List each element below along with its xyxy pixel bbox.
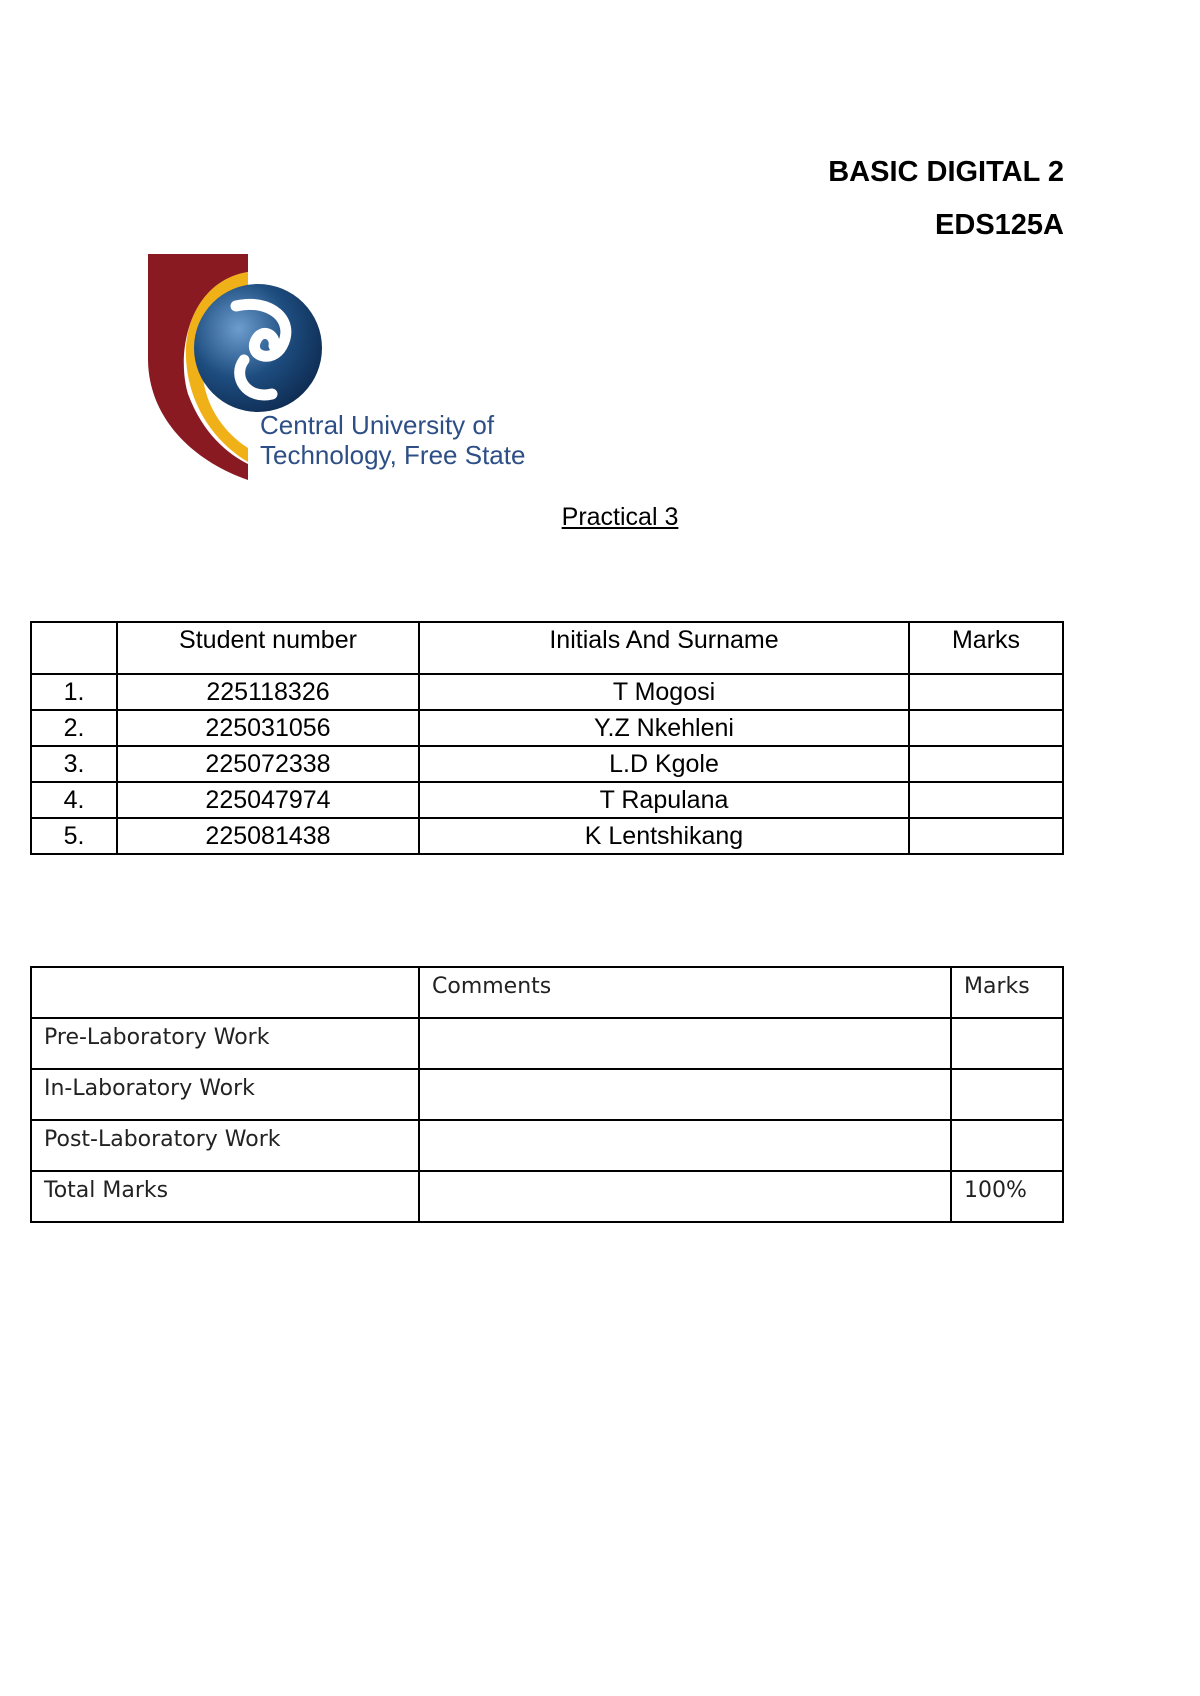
row-index: 5. <box>31 818 117 854</box>
student-marks <box>909 818 1063 854</box>
assessment-label: Post-Laboratory Work <box>31 1120 419 1171</box>
students-table-header <box>31 622 1063 674</box>
table-row <box>31 1018 1063 1069</box>
row-index: 2. <box>31 710 117 746</box>
assessment-comments <box>419 1120 951 1171</box>
student-marks <box>909 710 1063 746</box>
row-index: 1. <box>31 674 117 710</box>
table-row <box>31 1120 1063 1171</box>
document-header <box>828 146 1064 252</box>
student-number: 225047974 <box>117 782 419 818</box>
university-logo-graphic <box>148 254 528 480</box>
header-blank <box>31 967 419 1018</box>
header-student-number: Student number <box>117 622 419 674</box>
assessment-label: Pre-Laboratory Work <box>31 1018 419 1069</box>
table-row <box>31 710 1063 746</box>
assessment-comments <box>419 1069 951 1120</box>
header-index <box>31 622 117 674</box>
course-code: EDS125A <box>935 209 1064 241</box>
student-marks <box>909 782 1063 818</box>
student-number: 225081438 <box>117 818 419 854</box>
table-row <box>31 746 1063 782</box>
student-number: 225031056 <box>117 710 419 746</box>
university-logo <box>148 254 528 480</box>
assessment-label: Total Marks <box>31 1171 419 1222</box>
table-row <box>31 818 1063 854</box>
logo-text-line2: Technology, Free State <box>260 440 526 470</box>
table-row <box>31 782 1063 818</box>
header-name: Initials And Surname <box>419 622 909 674</box>
header-marks: Marks <box>951 967 1063 1018</box>
header-comments: Comments <box>419 967 951 1018</box>
assessment-table <box>30 966 1064 1223</box>
header-marks: Marks <box>909 622 1063 674</box>
student-marks <box>909 746 1063 782</box>
student-number: 225118326 <box>117 674 419 710</box>
assessment-comments <box>419 1018 951 1069</box>
course-title: BASIC DIGITAL 2 <box>828 156 1064 188</box>
student-name: L.D Kgole <box>419 746 909 782</box>
student-name: T Rapulana <box>419 782 909 818</box>
assessment-label: In-Laboratory Work <box>31 1069 419 1120</box>
table-row <box>31 674 1063 710</box>
row-index: 3. <box>31 746 117 782</box>
student-name: Y.Z Nkehleni <box>419 710 909 746</box>
student-number: 225072338 <box>117 746 419 782</box>
row-index: 4. <box>31 782 117 818</box>
assessment-table-header <box>31 967 1063 1018</box>
table-row <box>31 1171 1063 1222</box>
table-row <box>31 1069 1063 1120</box>
assessment-marks <box>951 1069 1063 1120</box>
assessment-comments <box>419 1171 951 1222</box>
assessment-marks <box>951 1018 1063 1069</box>
student-marks <box>909 674 1063 710</box>
student-name: K Lentshikang <box>419 818 909 854</box>
assessment-marks: 100% <box>951 1171 1063 1222</box>
logo-text-line1: Central University of <box>260 410 495 440</box>
page-title: Practical 3 <box>561 503 679 531</box>
students-table <box>30 621 1064 855</box>
assessment-marks <box>951 1120 1063 1171</box>
student-name: T Mogosi <box>419 674 909 710</box>
